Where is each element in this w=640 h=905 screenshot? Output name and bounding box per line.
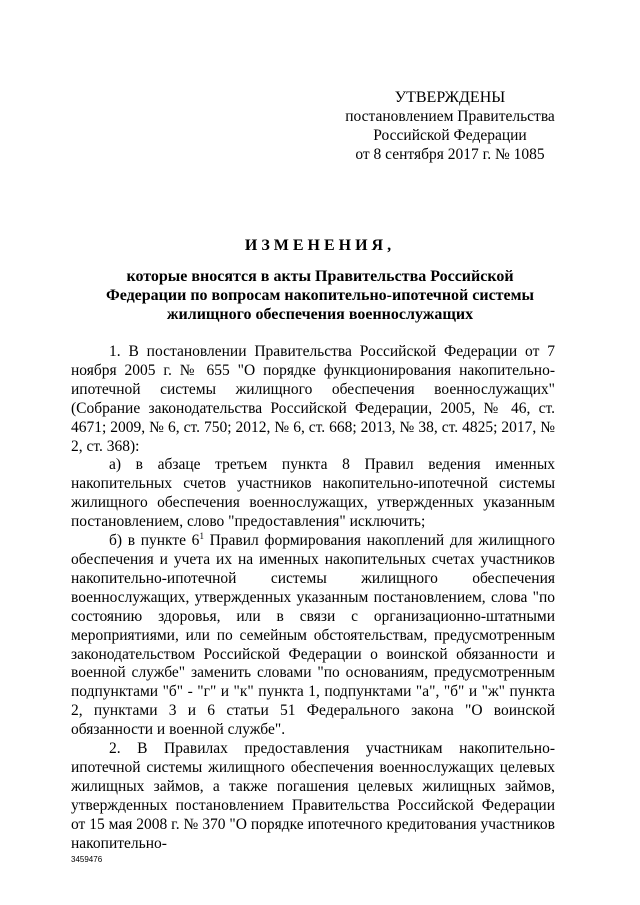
document-number: 3459476 — [71, 855, 103, 864]
approval-line-2: Российской Федерации — [373, 127, 527, 144]
approval-title: УТВЕРЖДЕНЫ — [394, 89, 506, 106]
heading-title: ИЗМЕНЕНИЯ, — [244, 237, 396, 254]
paragraph-1b — [71, 532, 555, 740]
document-heading — [90, 236, 550, 324]
superscript-marker: 1 — [199, 530, 204, 541]
paragraph-1b-rest: Правил формирования накоплений для жилищного обеспечения и учета их на именных накопительных счетах участников накопительно-ипотечной системы жилищного обеспечения военнослужащих, утвержденных указанным постановлением, слова "по состоянию здоровья, или в связи с организационно-штатными мероприятиями, или по семейным обстоятельствам, предусмотренным законодательством Российской Федерации о воинской обязанности и военной службе" заменить словами "по основаниям, предусмотренным подпунктами "б" - "г" и "к" пункта 1, подпунктами "а", "б" и "ж" пункта 2, пунктами 3 и 6 статьи 51 Федерального закона "О воинской обязанности и военной службе". — [71, 532, 556, 739]
paragraph-1: 1. В постановлении Правительства Российской Федерации от 7 ноября 2005 г. № 655 "О порядке функционирования накопительно-ипотечной системы жилищного обеспечения военнослужащих" (Собрание законодательства Российской Федерации, 2005, № 46, ст. 4671; 2009, № 6, ст. 750; 2012, № 6, ст. 668; 2013, № 38, ст. 4825; 2017, № 2, ст. 368): — [71, 343, 555, 455]
document-body — [71, 343, 555, 853]
paragraph-2: 2. В Правилах предоставления участникам накопительно-ипотечной системы жилищного обеспечения военнослужащих целевых жилищных займов, а также погашения целевых жилищных займов, утвержденных постановлением Правительства Российской Федерации от 15 мая 2008 г. № 370 "О порядке ипотечного кредитования участников накопительно- — [71, 740, 555, 852]
approval-line-3: от 8 сентября 2017 г. № 1085 — [355, 146, 545, 163]
heading-subtitle: которые вносятся в акты Правительства Российской Федерации по вопросам накопительно-ипотечной системы жилищного обеспечения военнослужащих — [105, 268, 535, 323]
approval-line-1: постановлением Правительства — [345, 108, 555, 125]
paragraph-1b-start: б) в пункте 6 — [109, 532, 200, 550]
paragraph-1a: а) в абзаце третьем пункта 8 Правил ведения именных накопительных счетов участников накопительно-ипотечной системы жилищного обеспечения военнослужащих, утвержденных указанным постановлением, слово "предоставления" исключить; — [71, 456, 555, 531]
approval-block — [330, 88, 570, 164]
